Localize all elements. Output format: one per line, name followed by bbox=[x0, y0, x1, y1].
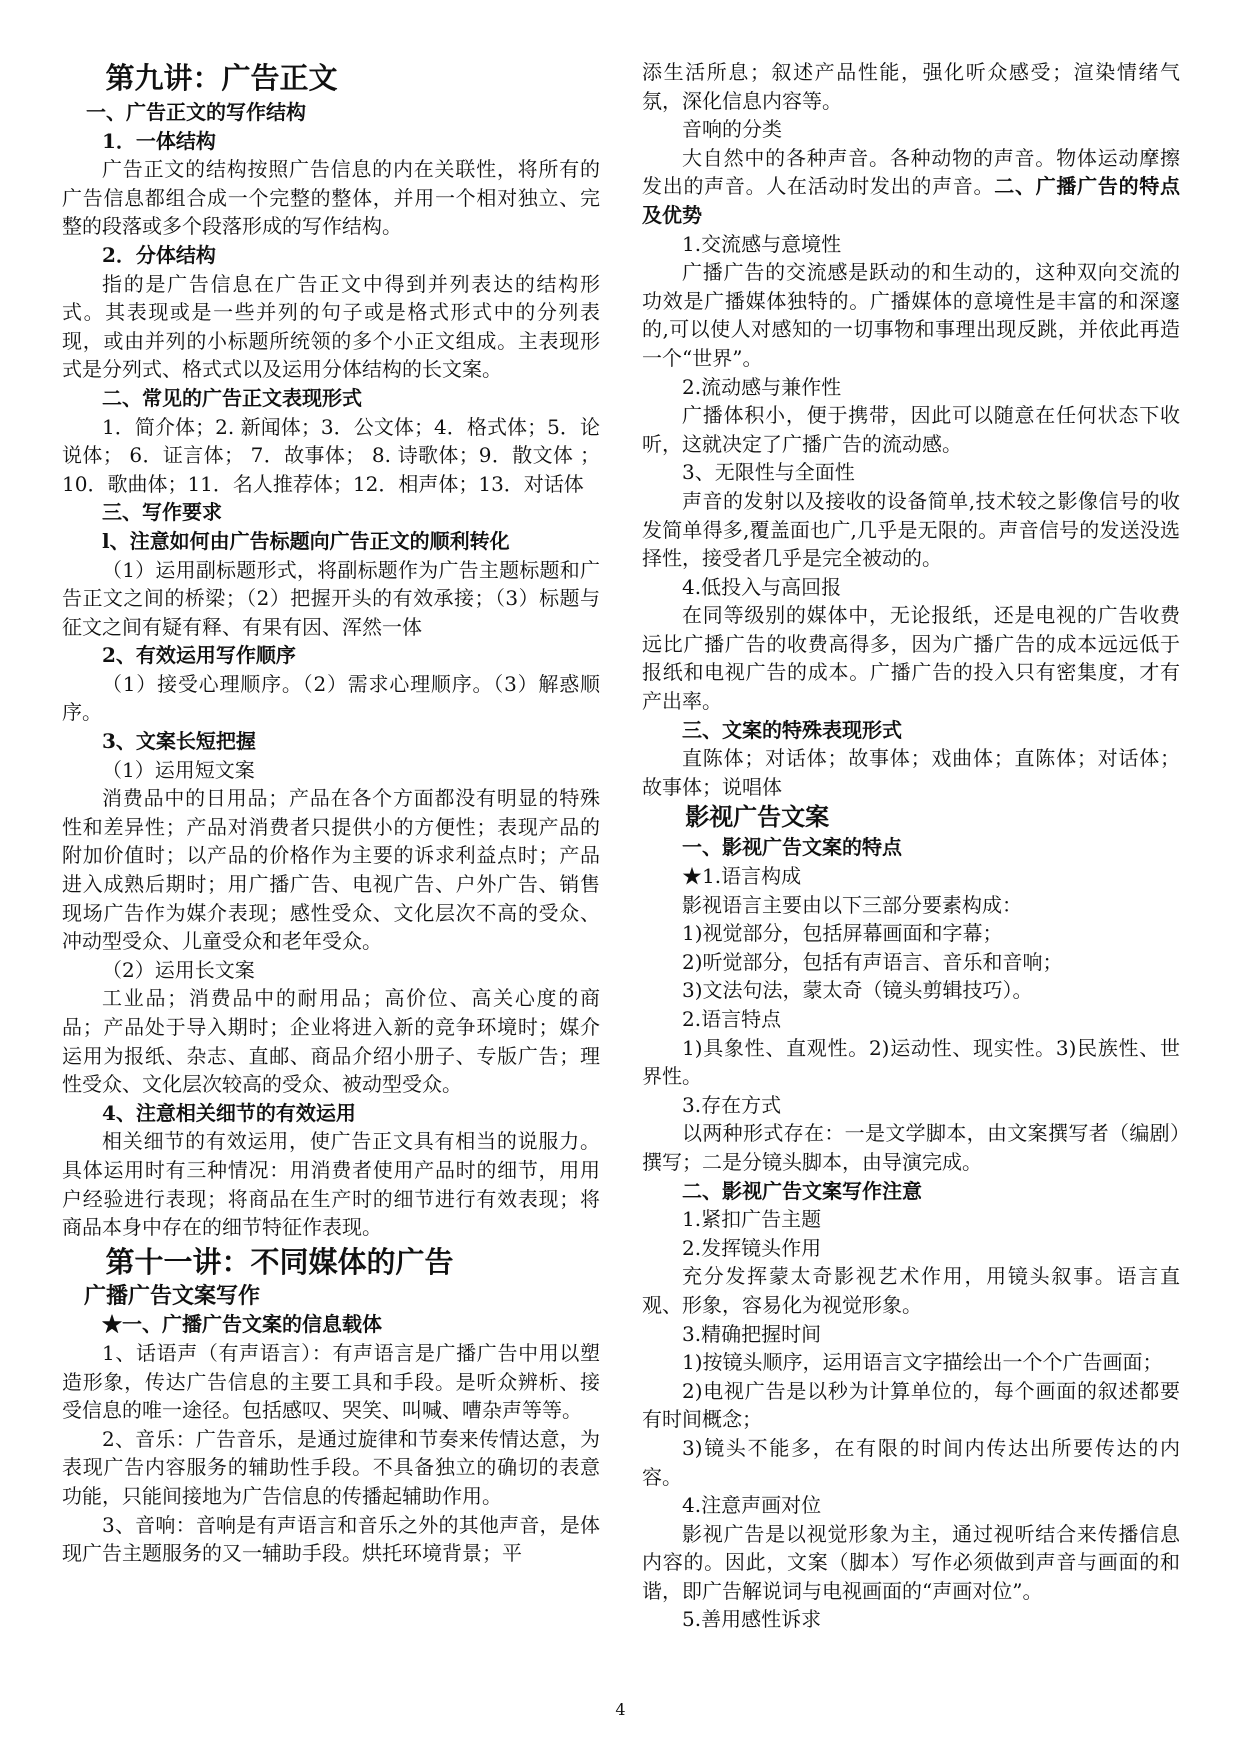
paragraph: 2.发挥镜头作用 bbox=[682, 1235, 822, 1260]
section-heading: 一、影视广告文案的特点 bbox=[682, 835, 902, 860]
subsection-heading: l、注意如何由广告标题向广告正文的顺利转化 bbox=[102, 528, 510, 553]
paragraph: 工业品；消费品中的耐用品；高价位、高关心度的商品；产品处于导入期时；企业将进入新的竞争环境时；媒介运用为报纸、杂志、直邮、商品介绍小册子、专版广告；理性受众、文化层次较高的受众、被动型受众。 bbox=[62, 986, 600, 1097]
paragraph: 1.紧扣广告主题 bbox=[682, 1207, 822, 1232]
section-heading: 三、写作要求 bbox=[102, 500, 222, 525]
paragraph: 在同等级别的媒体中，无论报纸，还是电视的广告收费远比广播广告的收费高得多，因为广播广告的成本远远低于报纸和电视广告的成本。广播广告的投入只有密集度，才有产出率。 bbox=[642, 603, 1180, 714]
paragraph: （1）运用副标题形式，将副标题作为广告主题标题和广告正文之间的桥梁；（2）把握开头的有效承接；（3）标题与征文之间有疑有释、有果有因、浑然一体 bbox=[62, 557, 600, 639]
paragraph: 3、无限性与全面性 bbox=[682, 460, 855, 485]
paragraph: 3.存在方式 bbox=[682, 1092, 782, 1117]
paragraph: 3)文法句法，蒙太奇（镜头剪辑技巧）。 bbox=[682, 978, 1033, 1003]
chapter-subtitle: 广播广告文案写作 bbox=[84, 1282, 261, 1309]
subsection-heading: 2、有效运用写作顺序 bbox=[102, 643, 296, 668]
paragraph: 2)电视广告是以秒为计算单位的，每个画面的叙述都要有时间概念； bbox=[642, 1378, 1180, 1432]
section-heading: 二、广播广告的特点及优势 bbox=[642, 174, 1181, 227]
paragraph: 2.语言特点 bbox=[682, 1007, 782, 1031]
paragraph: 直陈体；对话体；故事体；戏曲体；直陈体；对话体；故事体；说唱体 bbox=[642, 746, 1180, 799]
paragraph: ★1.语言构成 bbox=[682, 864, 802, 889]
paragraph: 1)视觉部分，包括屏幕画面和字幕； bbox=[682, 921, 1003, 946]
chapter-subtitle: 影视广告文案 bbox=[685, 802, 830, 832]
paragraph: 1.交流感与意境性 bbox=[682, 231, 842, 256]
subsection-heading: 4、注意相关细节的有效运用 bbox=[102, 1100, 356, 1125]
paragraph: 3.精确把握时间 bbox=[682, 1321, 822, 1346]
paragraph: （1）运用短文案 bbox=[102, 757, 255, 782]
paragraph: 5.善用感性诉求 bbox=[682, 1607, 822, 1632]
subsection-heading: 3、文案长短把握 bbox=[102, 729, 256, 754]
section-heading: 一、广告正文的写作结构 bbox=[86, 100, 306, 124]
paragraph bbox=[642, 144, 1180, 230]
paragraph: 相关细节的有效运用，使广告正文具有相当的说服力。具体运用时有三种情况：用消费者使用产品时的细节，用用户经验进行表现；将商品在生产时的细节进行有效表现；将商品本身中存在的细节特征作表现。 bbox=[62, 1129, 600, 1240]
left-column bbox=[62, 58, 600, 1568]
paragraph: 4.低投入与高回报 bbox=[682, 574, 842, 599]
paragraph: 以两种形式存在：一是文学脚本，由文案撰写者（编剧）撰写；二是分镜头脚本，由导演完成。 bbox=[642, 1121, 1180, 1174]
paragraph: 广播体积小，便于携带，因此可以随意在任何状态下收听，这就决定了广播广告的流动感。 bbox=[642, 403, 1180, 456]
paragraph: 2)听觉部分，包括有声语言、音乐和音响； bbox=[682, 949, 1063, 974]
right-column bbox=[642, 58, 1180, 1634]
paragraph: 添生活所息；叙述产品性能，强化听众感受；渲染情绪气氛，深化信息内容等。 bbox=[642, 60, 1180, 113]
paragraph: （1）接受心理顺序。（2）需求心理顺序。（3）解惑顺序。 bbox=[62, 671, 600, 725]
lecture-11-title: 第十一讲：不同媒体的广告 bbox=[105, 1244, 454, 1279]
subsection-heading: 2．分体结构 bbox=[102, 242, 216, 267]
paragraph: 声音的发射以及接收的设备简单,技术较之影像信号的收发简单得多,覆盖面也广,几乎是无限的。声音信号的发送没选择性，接受者几乎是完全被动的。 bbox=[642, 488, 1180, 571]
paragraph: 1、话语声（有声语言）：有声语言是广播广告中用以塑造形象，传达广告信息的主要工具和手段。是听众辨析、接受信息的唯一途径。包括感叹、哭笑、叫喊、嘈杂声等等。 bbox=[62, 1340, 600, 1423]
subsection-heading: 1．一体结构 bbox=[102, 128, 216, 153]
paragraph: 2.流动感与兼作性 bbox=[682, 374, 842, 399]
paragraph: 广告正文的结构按照广告信息的内在关联性，将所有的广告信息都组合成一个完整的整体，并用一个相对独立、完整的段落或多个段落形成的写作结构。 bbox=[62, 157, 600, 239]
paragraph: 指的是广告信息在广告正文中得到并列表达的结构形式。其表现或是一些并列的句子或是格式形式中的分列表现，或由并列的小标题所统领的多个小正文组成。主表现形式是分列式、格式式以及运用分体结构的长文案。 bbox=[62, 271, 600, 382]
paragraph: 1．简介体；2. 新闻体；3．公文体；4．格式体；5．论说体； 6．证言体； 7．故事体； 8. 诗歌体；9．散文体 ；10．歌曲体；11．名人推荐体；12．相声体；13．对话体 bbox=[62, 414, 600, 496]
paragraph: （2）运用长文案 bbox=[102, 957, 255, 982]
paragraph: 消费品中的日用品；产品在各个方面都没有明显的特殊性和差异性；产品对消费者只提供小的方便性；表现产品的附加价值时；以产品的价格作为主要的诉求利益点时；产品进入成熟后期时；用广播广告、电视广告、户外广告、销售现场广告作为媒介表现；感性受众、文化层次不高的受众、冲动型受众、儿童受众和老年受众。 bbox=[62, 786, 600, 954]
section-heading: ★一、广播广告文案的信息载体 bbox=[102, 1312, 382, 1337]
paragraph: 4.注意声画对位 bbox=[682, 1493, 822, 1518]
paragraph: 影视语言主要由以下三部分要素构成： bbox=[682, 892, 1022, 917]
paragraph: 1)按镜头顺序，运用语言文字描绘出一个个广告画面； bbox=[682, 1350, 1163, 1375]
paragraph: 3、音响：音响是有声语言和音乐之外的其他声音，是体现广告主题服务的又一辅助手段。烘托环境背景；平 bbox=[62, 1512, 600, 1566]
paragraph: 广播广告的交流感是跃动的和生动的，这种双向交流的功效是广播媒体独特的。广播媒体的意境性是丰富的和深邃的,可以使人对感知的一切事物和事理出现反跳，并依此再造一个“世界”。 bbox=[642, 260, 1180, 370]
section-heading: 三、文案的特殊表现形式 bbox=[682, 717, 902, 742]
section-heading: 二、常见的广告正文表现形式 bbox=[102, 385, 362, 410]
paragraph: 充分发挥蒙太奇影视艺术作用，用镜头叙事。语言直观、形象，容易化为视觉形象。 bbox=[642, 1264, 1180, 1317]
paragraph-text: 大自然中的各种声音。各种动物的声音。物体运动摩擦发出的声音。人在活动时发出的声音。 bbox=[642, 145, 1180, 199]
paragraph: 音响的分类 bbox=[682, 117, 782, 142]
page-number: 4 bbox=[615, 1700, 626, 1719]
paragraph: 1)具象性、直观性。2)运动性、现实性。3)民族性、世界性。 bbox=[642, 1035, 1180, 1089]
paragraph: 2、音乐：广告音乐，是通过旋律和节奏来传情达意，为表现广告内容服务的辅助性手段。不具备独立的确切的表意功能，只能间接地为广告信息的传播起辅助作用。 bbox=[62, 1426, 600, 1508]
section-heading: 二、影视广告文案写作注意 bbox=[682, 1178, 922, 1203]
lecture-9-title: 第九讲：广告正文 bbox=[105, 61, 338, 95]
paragraph: 3)镜头不能多，在有限的时间内传达出所要传达的内容。 bbox=[642, 1435, 1180, 1489]
paragraph: 影视广告是以视觉形象为主，通过视听结合来传播信息内容的。因此，文案（脚本）写作必须做到声音与画面的和谐，即广告解说词与电视画面的“声画对位”。 bbox=[642, 1521, 1180, 1603]
